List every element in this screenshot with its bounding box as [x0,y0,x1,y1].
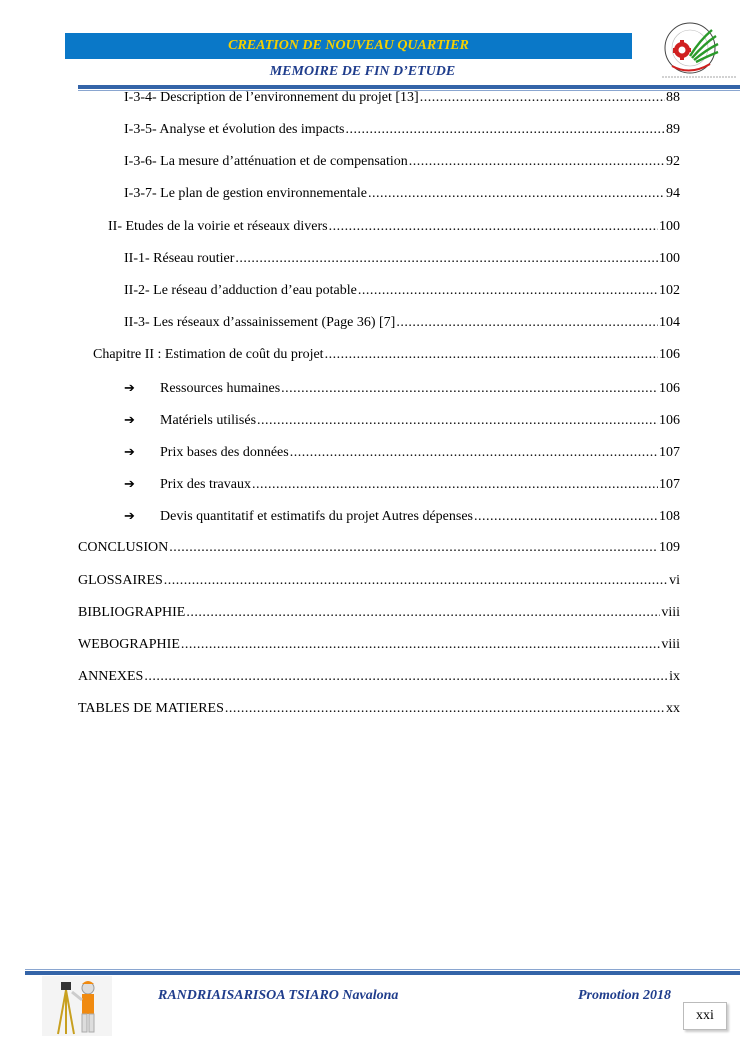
toc-entry-label: II-3- Les réseaux d’assainissement (Page 36) [7] [124,315,396,330]
toc-entry-page: 104 [659,315,680,330]
toc-entry-page: viii [661,605,680,620]
toc-leader [329,217,658,237]
header-subtitle: MEMOIRE DE FIN D’ETUDE [269,64,456,79]
footer-author: RANDRIAISARISOA TSIARO Navalona [158,988,399,1003]
toc-leader [325,345,658,365]
toc-entry-label: BIBLIOGRAPHIE [78,605,186,620]
toc-entry-label: Prix bases des données [160,445,289,460]
toc-entry[interactable] [78,699,680,719]
toc-entry[interactable] [124,474,680,494]
toc-leader [358,281,658,301]
toc-entry-page: vi [669,573,680,588]
toc-entry-label: Chapitre II : Estimation de coût du projet [93,347,324,362]
toc-entry-label: I-3-4- Description de l’environnement du projet [13] [124,90,419,105]
toc-entry-label: Ressources humaines [160,381,281,396]
toc-entry-label: II-1- Réseau routier [124,251,235,266]
toc-leader [169,538,658,558]
toc-entry[interactable] [124,378,680,398]
toc-entry-page: 107 [659,477,680,492]
toc-entry[interactable] [78,603,680,623]
toc-entry-label: ANNEXES [78,669,144,684]
toc-entry-label: WEBOGRAPHIE [78,637,180,652]
toc-leader [281,379,658,399]
toc-entry[interactable] [124,88,680,108]
arrow-right-icon: ➔ [124,380,135,395]
toc-leader [396,313,658,333]
toc-leader [252,475,658,495]
toc-entry[interactable] [78,538,680,558]
toc-entry-label: Matériels utilisés [160,413,257,428]
toc-entry[interactable] [78,571,680,591]
toc-entry-page: 92 [666,154,680,169]
toc-entry-page: 107 [659,445,680,460]
arrow-right-icon: ➔ [124,476,135,491]
arrow-right-icon: ➔ [124,412,135,427]
toc-entry-label: II-2- Le réseau d’adduction d’eau potable [124,283,357,298]
toc-leader [144,667,668,687]
toc-entry-label: Devis quantitatif et estimatifs du projet Autres dépenses [160,509,473,524]
toc-entry[interactable] [108,217,680,237]
toc-entry-page: 88 [666,90,680,105]
toc-entry[interactable] [78,667,680,687]
school-logo-icon [660,20,738,82]
toc-entry[interactable] [124,281,680,301]
toc-leader [368,184,665,204]
toc-entry-label: TABLES DE MATIERES [78,701,224,716]
toc-entry[interactable] [93,345,680,365]
toc-entry-page: 106 [659,347,680,362]
toc-entry-page: 100 [659,251,680,266]
toc-entry[interactable] [78,635,680,655]
toc-entry-label: CONCLUSION [78,540,169,555]
toc-entry-page: 89 [666,122,680,137]
toc-entry-page: 109 [659,540,680,555]
toc-leader [409,152,665,172]
footer-rule-thin [25,969,740,970]
toc-entry-label: II- Etudes de la voirie et réseaux divers [108,219,328,234]
toc-entry[interactable] [124,249,680,269]
toc-leader [420,88,665,108]
toc-entry-page: 102 [659,283,680,298]
toc-entry-page: 108 [659,509,680,524]
toc-entry[interactable] [124,506,680,526]
toc-leader [181,635,660,655]
toc-entry-page: 106 [659,413,680,428]
toc-entry[interactable] [124,442,680,462]
header-title: CREATION DE NOUVEAU QUARTIER [228,38,469,53]
footer-promotion: Promotion 2018 [578,988,671,1003]
toc-entry[interactable] [124,184,680,204]
toc-entry-label: Prix des travaux [160,477,251,492]
footer-rule-thick [25,971,740,975]
toc-entry-label: I-3-5- Analyse et évolution des impacts [124,122,345,137]
toc-leader [235,249,658,269]
arrow-right-icon: ➔ [124,508,135,523]
toc-entry-page: 94 [666,186,680,201]
toc-leader [290,443,658,463]
page-number: xxi [683,1002,727,1030]
header-bar [65,33,632,59]
toc-leader [345,120,665,140]
toc-entry[interactable] [124,152,680,172]
toc-leader [474,507,658,527]
toc-entry[interactable] [124,410,680,430]
toc-entry-page: ix [669,669,680,684]
toc-entry[interactable] [124,313,680,333]
toc-leader [164,571,668,591]
toc-entry-label: GLOSSAIRES [78,573,163,588]
toc-entry-label: I-3-7- Le plan de gestion environnementale [124,186,367,201]
toc-leader [257,411,658,431]
toc-entry-page: 100 [659,219,680,234]
arrow-right-icon: ➔ [124,444,135,459]
toc-entry[interactable] [124,120,680,140]
toc-leader [186,603,660,623]
toc-entry-page: viii [661,637,680,652]
toc-entry-page: 106 [659,381,680,396]
toc-leader [225,699,665,719]
surveyor-figure-icon [42,976,112,1036]
toc-entry-label: I-3-6- La mesure d’atténuation et de compensation [124,154,408,169]
toc-entry-page: xx [666,701,680,716]
